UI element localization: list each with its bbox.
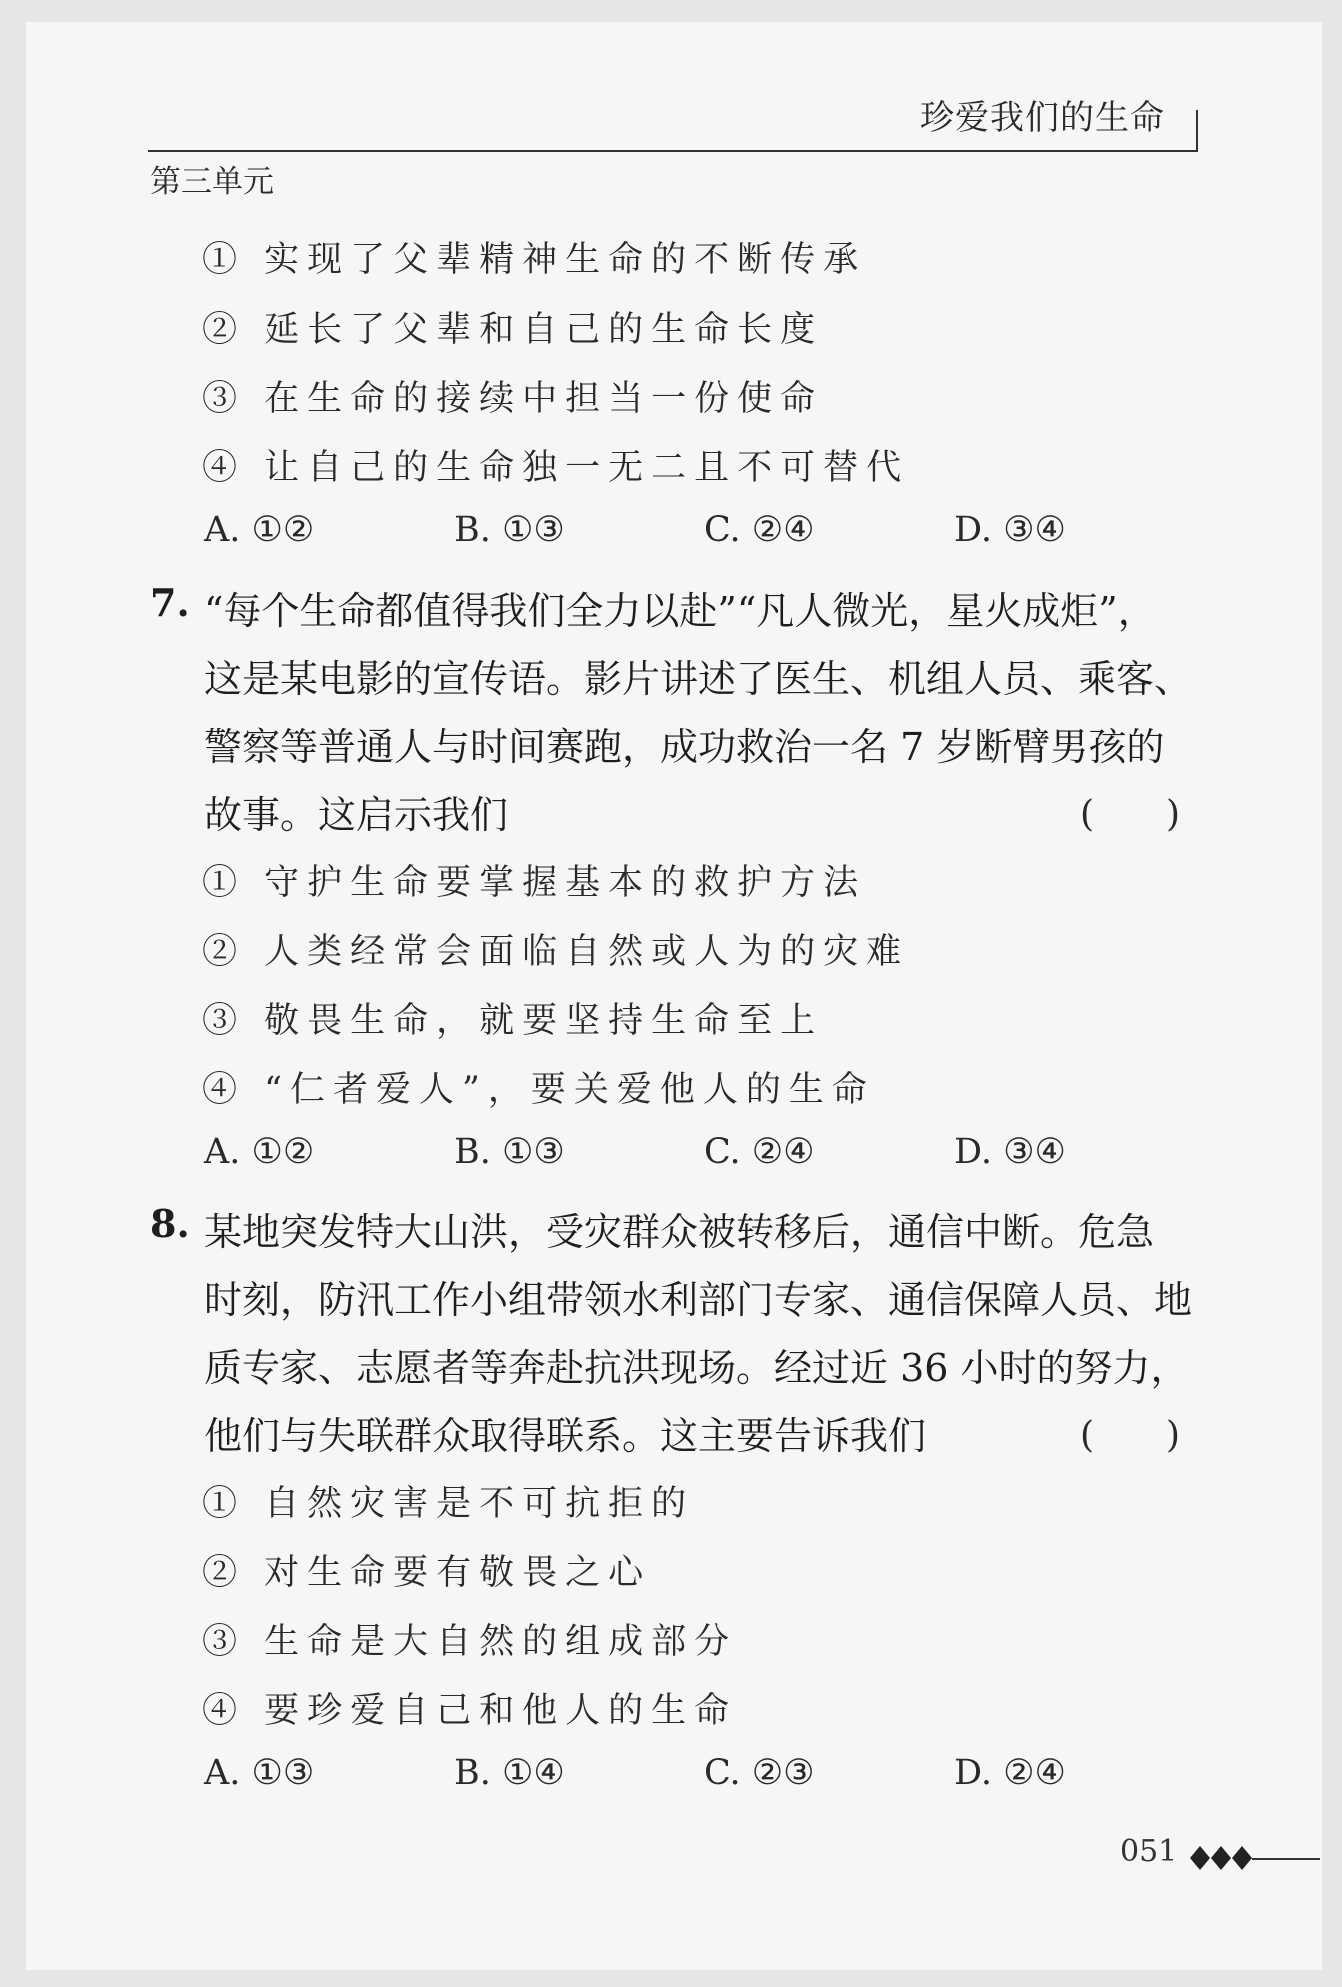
diamond-ornament-icon [1190,1836,1254,1884]
q6-statement-1: ① 实现了父辈精神生命的不断传承 [202,240,867,280]
q7-option-c: C. ②④ [704,1132,815,1172]
footer-rule [1252,1858,1320,1860]
q7-option-d: D. ③④ [954,1132,1066,1172]
unit-label: 第三单元 [150,164,274,200]
chapter-title: 珍爱我们的生命 [920,98,1165,138]
q8-statement-4: ④ 要珍爱自己和他人的生命 [202,1691,738,1731]
q6-option-a: A. ①② [204,510,315,550]
page-number: 051 [1120,1834,1178,1869]
q7-option-b: B. ①③ [454,1132,565,1172]
q8-line-4: 他们与失联群众取得联系。这主要告诉我们 [204,1414,927,1458]
q8-line-1: 某地突发特大山洪，受灾群众被转移后，通信中断。危急 [204,1210,1155,1254]
q7-line-1: “每个生命都值得我们全力以赴”“凡人微光，星火成炬”， [204,589,1156,633]
q8-statement-1: ① 自然灾害是不可抗拒的 [202,1484,695,1524]
q8-option-a: A. ①③ [204,1753,315,1793]
q6-statement-2: ② 延长了父辈和自己的生命长度 [202,310,824,350]
q7-answer-parentheses: ( ) [1080,794,1181,835]
q7-statement-2: ② 人类经常会面临自然或人为的灾难 [202,932,910,972]
q7-line-3: 警察等普通人与时间赛跑，成功救治一名 7 岁断臂男孩的 [204,725,1165,769]
q7-line-2: 这是某电影的宣传语。影片讲述了医生、机组人员、乘客、 [204,657,1193,701]
q8-option-d: D. ②④ [954,1753,1066,1793]
q8-line-3: 质专家、志愿者等奔赴抗洪现场。经过近 36 小时的努力， [204,1346,1189,1390]
q8-line-2: 时刻，防汛工作小组带领水利部门专家、通信保障人员、地 [204,1278,1193,1322]
q7-statement-4: ④ “仁者爱人”，要关爱他人的生命 [202,1070,875,1110]
q6-option-d: D. ③④ [954,510,1066,550]
q8-statement-3: ③ 生命是大自然的组成部分 [202,1622,738,1662]
q6-statement-3: ③ 在生命的接续中担当一份使命 [202,379,824,419]
q8-number: 8. [150,1201,190,1246]
q7-number: 7. [150,580,190,625]
q8-option-b: B. ①④ [454,1753,565,1793]
q7-option-a: A. ①② [204,1132,315,1172]
header-bar [1196,110,1198,152]
q6-option-c: C. ②④ [704,510,815,550]
q7-statement-1: ① 守护生命要掌握基本的救护方法 [202,863,867,903]
q6-option-b: B. ①③ [454,510,565,550]
q7-line-4: 故事。这启示我们 [204,793,509,837]
q8-option-c: C. ②③ [704,1753,815,1793]
q7-statement-3: ③ 敬畏生命，就要坚持生命至上 [202,1001,824,1041]
q8-statement-2: ② 对生命要有敬畏之心 [202,1553,652,1593]
q8-answer-parentheses: ( ) [1080,1415,1181,1456]
q6-statement-4: ④ 让自己的生命独一无二且不可替代 [202,448,910,488]
header-rule [148,150,1196,152]
